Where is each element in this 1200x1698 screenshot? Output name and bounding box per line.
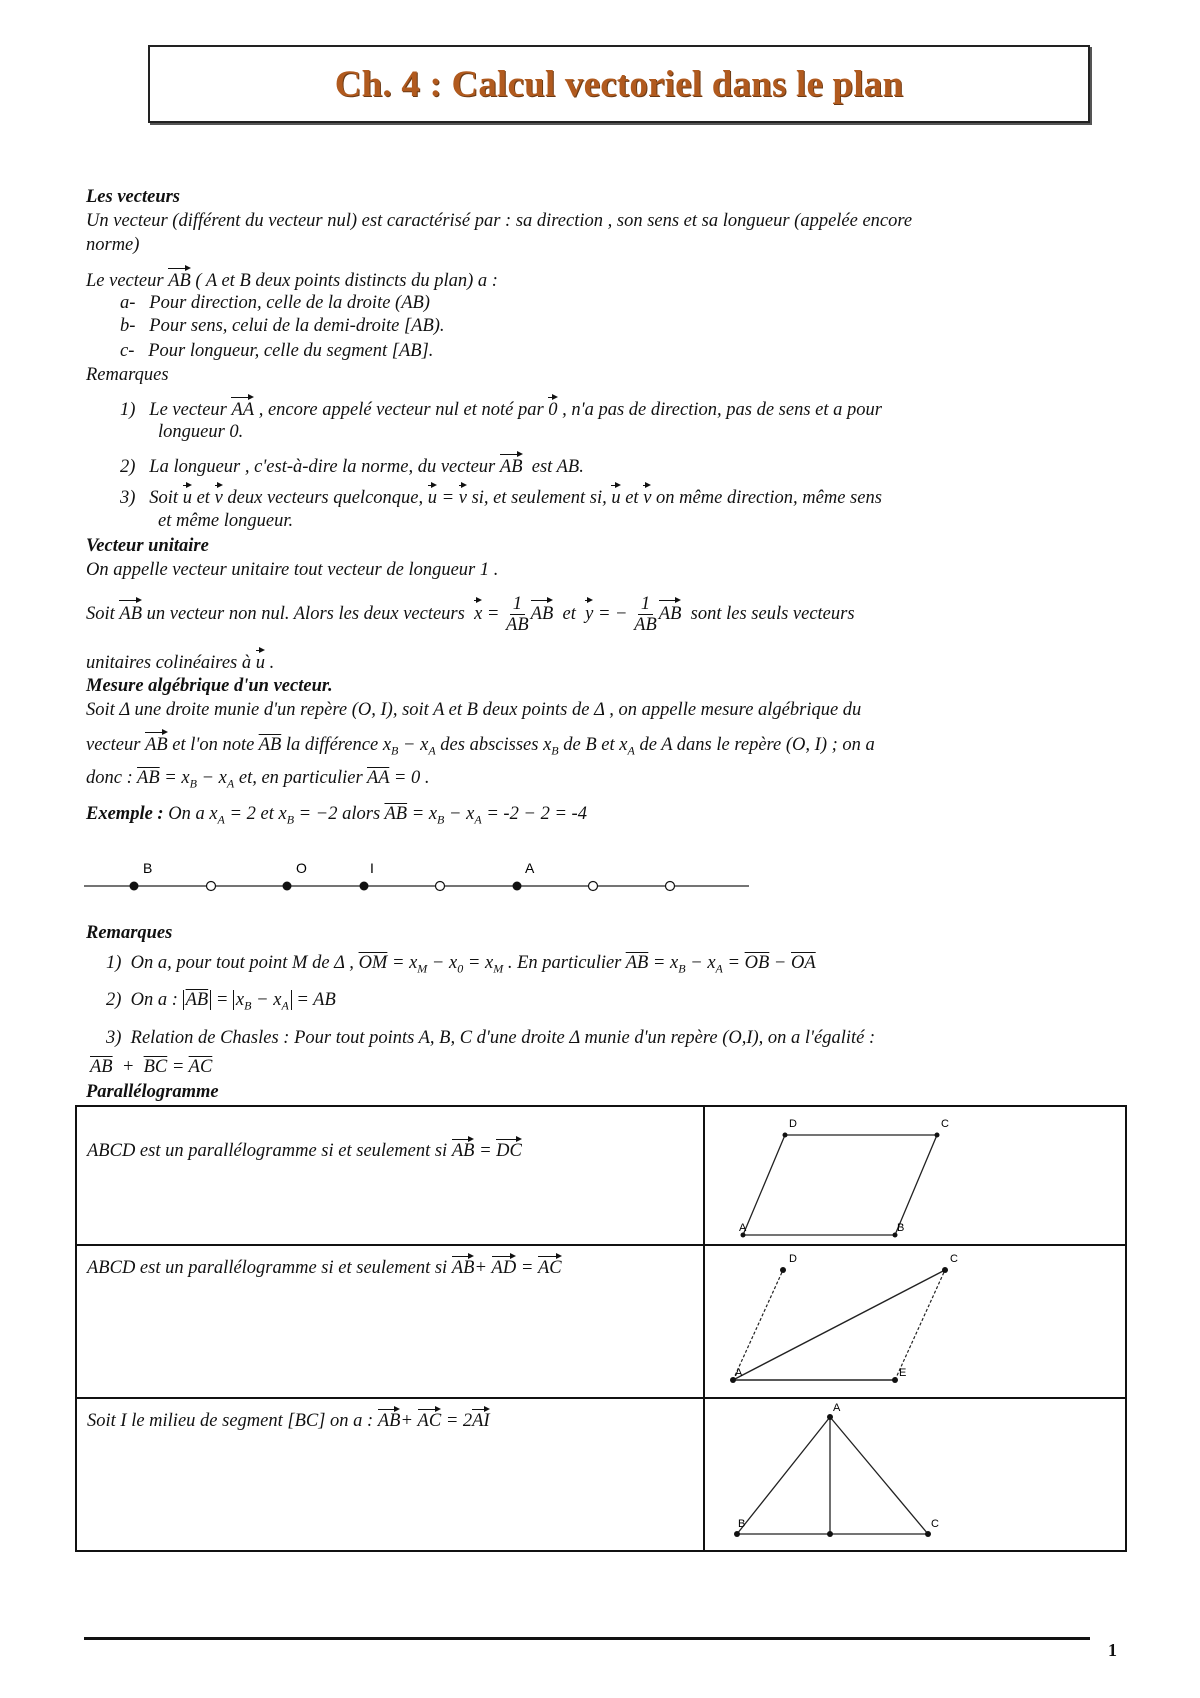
label-A: A xyxy=(739,1222,747,1234)
parallelogram-figure-1 xyxy=(705,1107,1125,1239)
tick-point xyxy=(589,882,598,891)
parallelogram-table xyxy=(75,1105,1127,1552)
remarques-heading-1: Remarques xyxy=(86,365,169,385)
remark-1-cont: longueur 0. xyxy=(158,422,244,442)
tick-point xyxy=(207,882,216,891)
mesure-line-2: vecteur AB et l'on note $\overline{AB}$ la différence $x_B - x_A$ des abscisses $x_B$ de B et $x_A$ de A dans le repère (O, I) ; on a xyxy=(86,730,875,762)
table-row xyxy=(76,1106,1126,1245)
label-I: I xyxy=(370,860,374,876)
list-item: b- Pour sens, celui de la demi-droite [AB). xyxy=(120,316,445,336)
intro-line-2: norme) xyxy=(86,235,140,255)
remark-3: 3) Soit u et v deux vecteurs quelconque, u = v si, et seulement si, u et v on même direction, même sens xyxy=(120,483,882,509)
remark-2: 2) La longueur , c'est-à-dire la norme, du vecteur AB est AB. xyxy=(120,452,584,478)
unit-vectors-line: Soit AB un vecteur non nul. Alors les deux vecteurs x = $\frac{1}{AB}$ AB et y = − $\frac{1}{AB}$ AB sont les seuls vecteurs xyxy=(86,594,855,635)
label-C: C xyxy=(950,1253,958,1265)
label-D: D xyxy=(789,1253,797,1265)
figure-cell xyxy=(704,1245,1126,1398)
label-O: O xyxy=(296,860,307,876)
heading-remarques-2: Remarques xyxy=(86,923,173,943)
table-cell: ABCD est un parallélogramme si et seulement si AB+ AD = AC xyxy=(76,1245,704,1398)
footer-rule xyxy=(84,1637,1090,1640)
table-cell: Soit I le milieu de segment [BC] on a : AB+ AC = 2AI xyxy=(76,1398,704,1551)
unit-def-line: On appelle vecteur unitaire tout vecteur de longueur 1 . xyxy=(86,560,499,580)
label-B: B xyxy=(738,1518,746,1530)
heading-mesure-algebrique: Mesure algébrique d'un vecteur. xyxy=(86,676,333,696)
table-row xyxy=(76,1245,1126,1398)
page-title: Ch. 4 : Calcul vectoriel dans le plan xyxy=(334,63,904,105)
label-D: D xyxy=(789,1118,797,1130)
page-number: 1 xyxy=(1108,1640,1117,1660)
figure-cell xyxy=(704,1398,1126,1551)
figure-cell xyxy=(704,1106,1126,1245)
parallelogram-shape xyxy=(743,1135,937,1235)
remark-om: 1) On a, pour tout point M de Δ , $\overline{OM} = x_M - x_0 = x_M$ . En particulier $\overline{AB} = x_B - x_A = \overline{OB} - \overline{OA}$ xyxy=(106,953,816,976)
remark-3-cont: et même longueur. xyxy=(158,511,294,531)
heading-vecteurs: Les vecteurs xyxy=(86,187,181,207)
label-B: B xyxy=(143,860,153,876)
title-box xyxy=(148,45,1090,123)
number-line-figure xyxy=(84,856,754,906)
heading-parallelogramme: Parallélogramme xyxy=(86,1082,219,1102)
remark-chasles: 3) Relation de Chasles : Pour tout points A, B, C d'une droite Δ munie d'un repère (O,I), on a l'égalité : xyxy=(106,1028,876,1048)
parallelogram-figure-2 xyxy=(705,1246,1125,1392)
mesure-line-3: donc : $\overline{AB} = x_B - x_A$ et, en particulier $\overline{AA} = 0$ . xyxy=(86,768,430,791)
point-A xyxy=(513,882,522,891)
label-A: A xyxy=(833,1402,841,1414)
list-item: a- Pour direction, celle de la droite (AB) xyxy=(120,293,430,313)
intro-line-1: Un vecteur (différent du vecteur nul) est caractérisé par : sa direction , son sens et sa longueur (appelée encore xyxy=(86,211,913,231)
chasles-equation: $\overline{AB} + \overline{BC} = \overline{AC}$ xyxy=(90,1057,213,1077)
unit-colinear-line: unitaires colinéaires à u . xyxy=(86,648,274,674)
label-C: C xyxy=(941,1118,949,1130)
table-cell: ABCD est un parallélogramme si et seulement si AB = DC xyxy=(76,1106,704,1245)
label-A: A xyxy=(525,860,535,876)
point-O xyxy=(283,882,292,891)
definition-line: Le vecteur AB ( A et B deux points distincts du plan) a : xyxy=(86,266,498,292)
tick-point xyxy=(436,882,445,891)
table-row xyxy=(76,1398,1126,1551)
point-B xyxy=(130,882,139,891)
label-A: A xyxy=(735,1367,743,1379)
exemple-line: Exemple : On a $x_A = 2$ et $x_B = -2$ alors $\overline{AB} = x_B - x_A = -2 - 2 = -4$ xyxy=(86,804,587,827)
mesure-line-1: Soit Δ une droite munie d'un repère (O, I), soit A et B deux points de Δ , on appelle mesure algébrique du xyxy=(86,700,862,720)
label-E: E xyxy=(899,1367,907,1379)
triangle-figure xyxy=(705,1399,1125,1545)
remark-1: 1) Le vecteur AA , encore appelé vecteur nul et noté par 0 , n'a pas de direction, pas de sens et a pour xyxy=(120,395,882,421)
tick-point xyxy=(666,882,675,891)
label-C: C xyxy=(931,1518,939,1530)
heading-vecteur-unitaire: Vecteur unitaire xyxy=(86,536,209,556)
list-item: c- Pour longueur, celle du segment [AB]. xyxy=(120,341,434,361)
point-I xyxy=(360,882,369,891)
label-B: B xyxy=(897,1222,905,1234)
remark-abs: 2) On a : $\overline{AB} = x_B - x_A$ = AB xyxy=(106,990,336,1013)
